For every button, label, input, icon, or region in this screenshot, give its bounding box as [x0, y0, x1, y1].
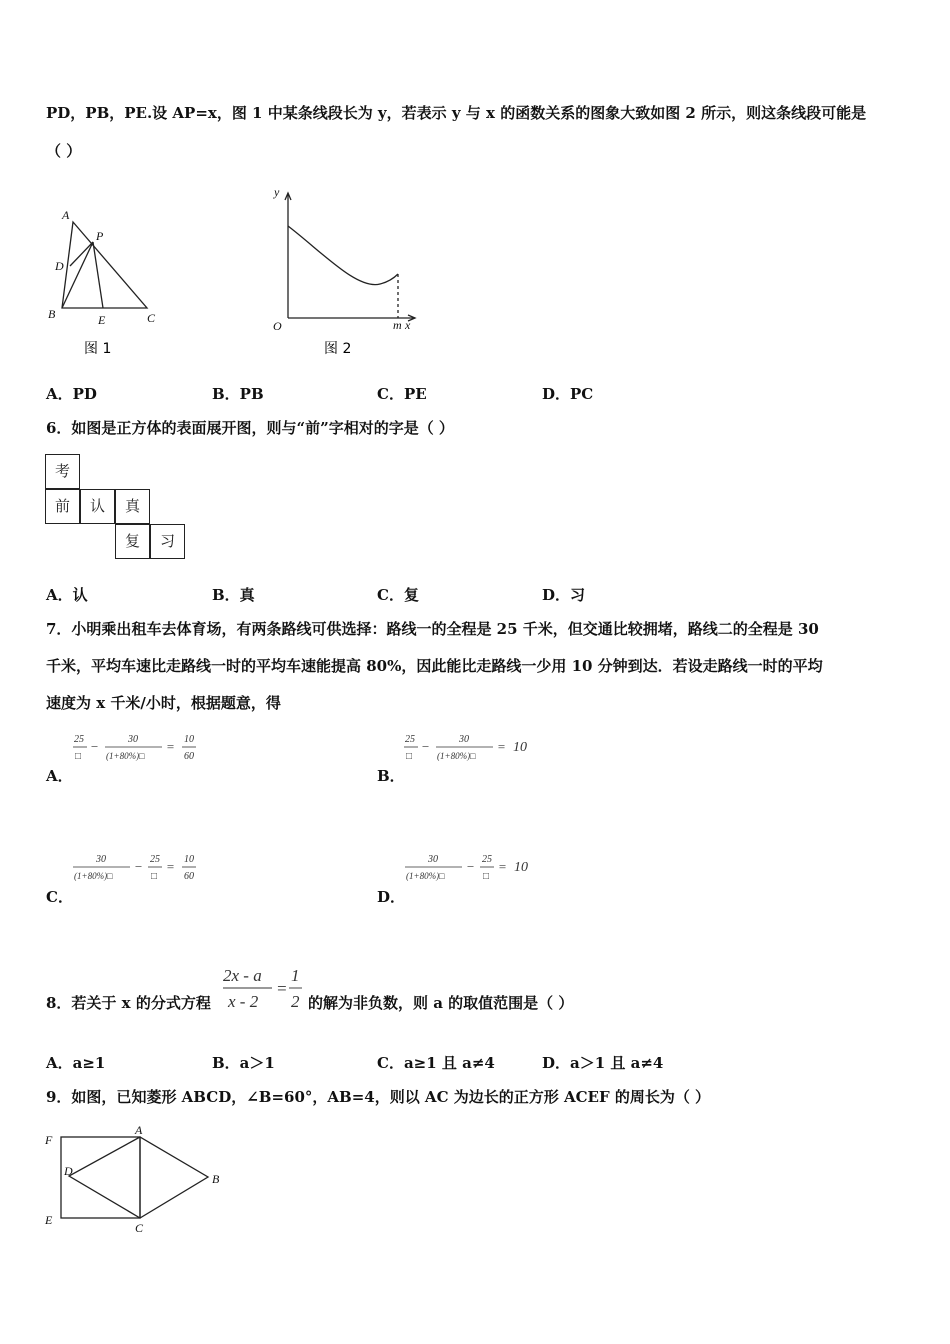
fd-equals: = [498, 859, 507, 874]
fa-minus: − [90, 739, 99, 754]
fc-n25: 25 [150, 854, 160, 865]
fb-n30: 30 [459, 734, 469, 745]
label-m: m [393, 318, 402, 332]
q7-option-c-label[interactable]: C． [46, 888, 73, 906]
label-e: E [45, 1213, 53, 1227]
q8-option-c[interactable]: C．a≥1 且 a≠4 [377, 1054, 495, 1072]
q7-formula-d[interactable] [404, 850, 544, 886]
q8-stem-before: 8．若关于 x 的分式方程 [46, 994, 211, 1012]
label-f: F [45, 1133, 53, 1147]
q5-option-a[interactable]: A．PD [46, 385, 97, 403]
fb-minus: − [421, 739, 430, 754]
label-e: E [98, 313, 106, 327]
label-c: C [135, 1221, 144, 1235]
q7-stem-line1: 7．小明乘出租车去体育场，有两条路线可供选择：路线一的全程是 25 千米，但交通比较拥堵，路线二的全程是 30 [46, 620, 819, 638]
q8-option-d[interactable]: D．a＞1 且 a≠4 [542, 1054, 664, 1072]
fa-n10: 10 [184, 734, 194, 745]
rhombus-abcd [69, 1137, 208, 1218]
q8-eq-equals: = [276, 979, 288, 998]
fd-den: (1+80%)□ [406, 871, 445, 881]
q5-figure2 [262, 182, 422, 364]
label-p: P [96, 229, 104, 243]
fb-n25: 25 [405, 734, 415, 745]
q8-option-a[interactable]: A．a≥1 [46, 1054, 106, 1072]
fa-n25: 25 [74, 734, 84, 745]
fa-equals: = [166, 739, 175, 754]
fd-n30: 30 [428, 854, 438, 865]
q6-option-c[interactable]: C．复 [377, 586, 419, 604]
q5-option-c[interactable]: C．PE [377, 385, 427, 403]
q9-stem: 9．如图，已知菱形 ABCD，∠B=60°，AB=4，则以 AC 为边长的正方形 ACEF 的周长为（ ） [46, 1088, 711, 1106]
fc-den: (1+80%)□ [74, 871, 113, 881]
q6-option-b[interactable]: B．真 [212, 586, 255, 604]
net-cell-qian: 前 [45, 489, 80, 524]
q5-stem-line1: PD，PB，PE.设 AP=x，图 1 中某条线段长为 y，若表示 y 与 x 的函数关系的图象大致如图 2 所示，则这条线段可能是 [46, 104, 867, 122]
q6-cube-net [45, 454, 187, 562]
q7-stem-line3: 速度为 x 千米/小时，根据题意，得 [46, 694, 281, 712]
label-a: A [135, 1123, 143, 1137]
fc-n60: 60 [184, 871, 194, 882]
fb-n10: 10 [513, 740, 527, 755]
q6-option-a[interactable]: A．认 [46, 586, 88, 604]
fc-box: □ [151, 871, 158, 882]
net-cell-zhen: 真 [115, 489, 150, 524]
function-curve [288, 226, 398, 285]
q5-figure1 [40, 200, 170, 365]
fc-n10: 10 [184, 854, 194, 865]
fb-den: (1+80%)□ [437, 751, 476, 761]
label-b: B [48, 307, 56, 321]
fa-den: (1+80%)□ [106, 751, 145, 761]
q8-eq-den: x - 2 [228, 992, 259, 1011]
q5-stem-line2: （ ） [46, 142, 82, 160]
q7-formula-c[interactable] [72, 850, 212, 886]
fc-equals: = [166, 859, 175, 874]
label-b: B [212, 1172, 220, 1186]
q7-option-b-label[interactable]: B． [377, 767, 405, 785]
q6-stem: 6．如图是正方体的表面展开图，则与“前”字相对的字是（ ） [46, 419, 454, 437]
q8-stem-after: 的解为非负数，则 a 的取值范围是（ ） [308, 994, 574, 1012]
figure2-caption: 图 2 [324, 341, 352, 357]
q7-formula-a[interactable] [72, 730, 212, 766]
label-d: D [64, 1164, 73, 1178]
fa-n60: 60 [184, 751, 194, 762]
net-cell-ren: 认 [80, 489, 115, 524]
fa-n30: 30 [128, 734, 138, 745]
q7-stem-line2: 千米，平均车速比走路线一时的平均车速能提高 80%，因此能比走路线一少用 10 分钟到达．若设走路线一时的平均 [46, 657, 823, 675]
q5-option-d[interactable]: D．PC [542, 385, 594, 403]
fd-box: □ [483, 871, 490, 882]
fd-n25: 25 [482, 854, 492, 865]
q5-option-b[interactable]: B．PB [212, 385, 264, 403]
q7-formula-b[interactable] [403, 730, 543, 766]
segment-pd [70, 242, 93, 266]
fd-n10: 10 [514, 860, 528, 875]
q7-option-d-label[interactable]: D． [377, 888, 406, 906]
label-a: A [62, 208, 70, 222]
triangle-abc [62, 222, 147, 308]
q8-equation [220, 962, 308, 1014]
q9-figure [40, 1120, 230, 1240]
fd-minus: − [466, 859, 475, 874]
q6-option-d[interactable]: D．习 [542, 586, 586, 604]
label-y: y [274, 185, 280, 199]
fc-minus: − [134, 859, 143, 874]
net-cell-kao: 考 [45, 454, 80, 489]
label-d: D [55, 259, 64, 273]
label-c: C [147, 311, 156, 325]
label-o: O [273, 319, 282, 333]
fb-equals: = [497, 739, 506, 754]
q8-eq-rden: 2 [291, 992, 300, 1011]
fb-box1: □ [406, 751, 413, 762]
square-acef [61, 1137, 140, 1218]
figure1-caption: 图 1 [84, 341, 112, 357]
net-cell-fu: 复 [115, 524, 150, 559]
label-x: x [405, 318, 411, 332]
q8-eq-num: 2x - a [223, 966, 262, 985]
net-cell-xi: 习 [150, 524, 185, 559]
fc-n30: 30 [96, 854, 106, 865]
fa-box1: □ [75, 751, 82, 762]
q8-option-b[interactable]: B．a＞1 [212, 1054, 275, 1072]
q7-option-a-label[interactable]: A． [46, 767, 73, 785]
q8-eq-rnum: 1 [291, 966, 300, 985]
